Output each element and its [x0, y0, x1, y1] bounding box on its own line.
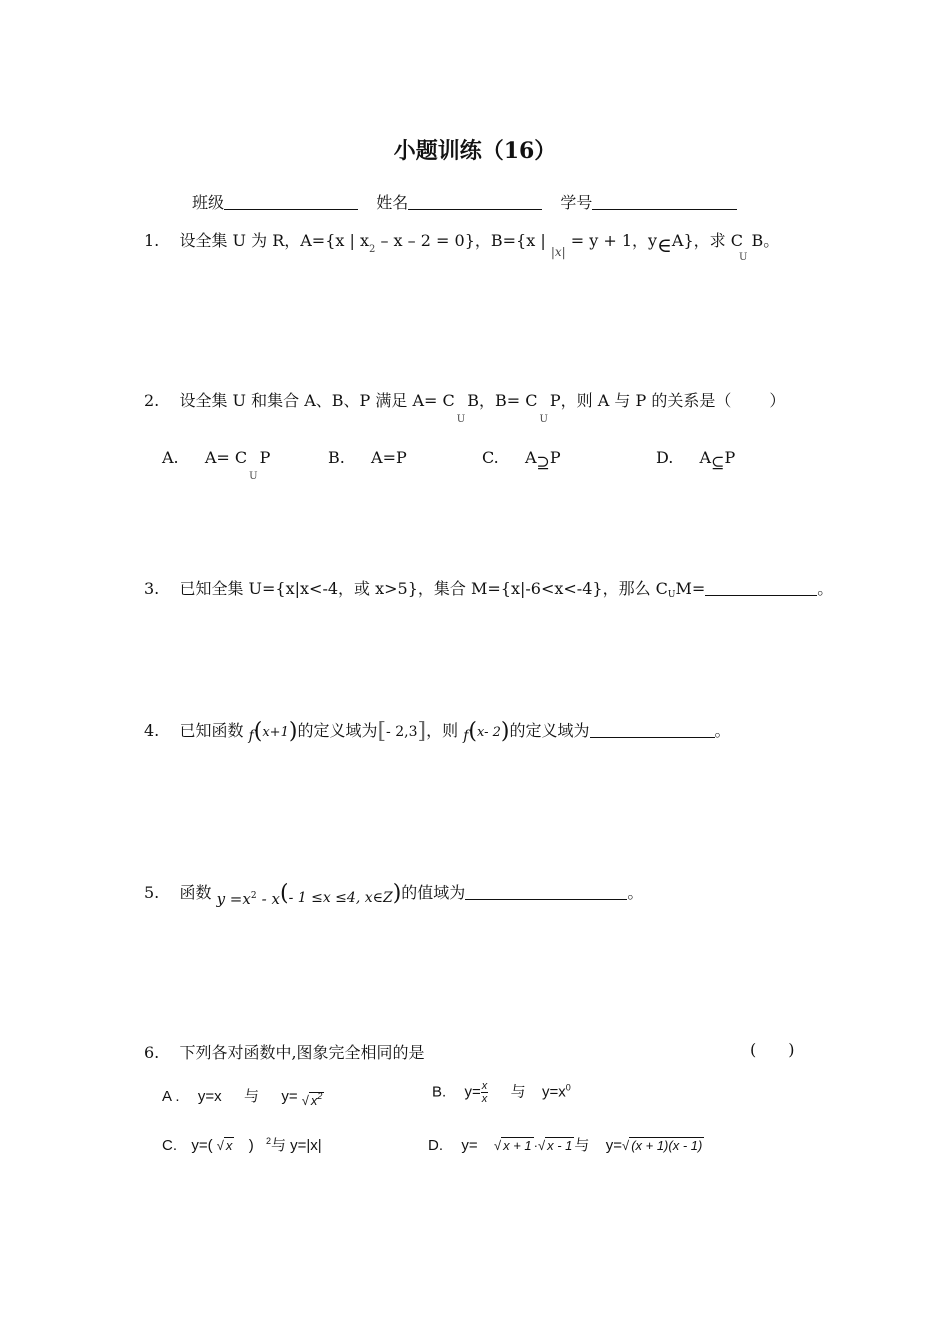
option-text: y= [464, 1083, 481, 1101]
option-text: y= [461, 1137, 478, 1154]
option-label: B. [432, 1083, 447, 1101]
complement-subscript: U [249, 471, 258, 482]
q5-expr-1: y =x [216, 890, 251, 908]
denominator: x [481, 1093, 488, 1105]
option-label: B. [328, 448, 345, 467]
class-label: 班级 [192, 193, 225, 212]
q1-abs-x: |x| [550, 245, 566, 259]
paren-right: ) [788, 1040, 795, 1059]
q1-text-3: = y + 1，y [570, 231, 658, 250]
q4-func-f: f [248, 728, 254, 744]
q4-text-4: 的定义域为 [509, 721, 590, 740]
q6-option-c[interactable] [162, 1134, 322, 1155]
q4-func-f: f [463, 728, 469, 744]
question-number: 1. [144, 231, 160, 250]
q2-option-c[interactable] [482, 448, 561, 472]
exponent: 0 [565, 1082, 571, 1093]
q6-text: 下列各对函数中,图象完全相同的是 [179, 1043, 425, 1062]
q4-arg-2: x- 2 [476, 725, 501, 740]
q6-option-b[interactable] [432, 1080, 571, 1105]
option-label: D. [656, 448, 674, 467]
complement-subscript: U [667, 590, 676, 600]
exponent: 2 [317, 1091, 323, 1101]
superset-symbol: ⊇ [536, 453, 550, 472]
subset-symbol: ⊆ [711, 453, 725, 472]
q1-text-1: 设全集 U 为 R，A={x | x [179, 231, 369, 250]
option-text: ) [248, 1137, 254, 1154]
complement-subscript: U [539, 414, 548, 425]
paren-left: ( [253, 719, 263, 744]
q4-end: 。 [714, 721, 731, 740]
question-number: 4. [144, 721, 160, 740]
question-5 [144, 880, 643, 908]
option-label: C. [162, 1137, 177, 1154]
q2-text-1: 设全集 U 和集合 A、B、P 满足 A= C [179, 391, 455, 410]
q5-text-1: 函数 [179, 883, 212, 902]
paren-left: ( [279, 881, 289, 906]
element-of-symbol: ∈ [657, 233, 672, 257]
question-number: 3. [144, 579, 160, 598]
q1-text-5: B。 [751, 231, 780, 250]
q6-option-d[interactable] [428, 1134, 704, 1155]
q5-condition: - 1 ≤x ≤4, x∈Z [288, 890, 393, 906]
id-blank[interactable] [592, 193, 737, 210]
sqrt-expression: √ x + 1 [493, 1138, 532, 1153]
option-text: A [699, 448, 712, 467]
question-6 [144, 1040, 425, 1063]
bracket-right: ] [417, 719, 427, 744]
option-text: A=P [371, 448, 407, 467]
q5-end: 。 [627, 883, 644, 902]
radicand: x [225, 1138, 233, 1153]
complement-subscript: U [456, 414, 466, 425]
q5-text-2: 的值域为 [401, 883, 466, 902]
question-3 [144, 576, 833, 600]
question-1 [144, 228, 779, 263]
q4-text-2: 的定义域为 [297, 721, 378, 740]
q5-answer-blank[interactable] [465, 883, 627, 900]
radicand: (x + 1)(x - 1) [631, 1138, 703, 1153]
id-label: 学号 [560, 193, 593, 212]
q3-text: 已知全集 U={x|x<-4，或 x>5}，集合 M={x|-6<x<-4}，那么 C [179, 579, 668, 598]
option-text: 与 [510, 1083, 526, 1101]
q2-option-b[interactable] [328, 448, 407, 467]
sqrt-expression: √ x [216, 1138, 233, 1153]
name-label: 姓名 [376, 193, 409, 212]
option-label: D. [428, 1137, 443, 1154]
question-4 [144, 718, 731, 744]
radicand: x [310, 1093, 318, 1108]
q2-option-a[interactable] [162, 448, 270, 482]
paren-right: ) [288, 719, 298, 744]
fraction [481, 1080, 489, 1105]
exponent: 2 [265, 1136, 271, 1146]
radicand: x - 1 [547, 1138, 573, 1153]
complement-subscript: U [739, 252, 748, 263]
q2-text-2: B，B= C [467, 391, 538, 410]
q5-expr-2: - x [261, 890, 280, 908]
numerator: x [481, 1080, 488, 1092]
question-2 [144, 388, 785, 425]
q3-tail: M= [675, 579, 706, 598]
option-text: P [724, 448, 736, 467]
option-label: A . [162, 1088, 180, 1105]
q4-answer-blank[interactable] [590, 721, 715, 738]
q1-text-4: A}，求 C [671, 231, 743, 250]
page-title: 小题训练（16） [393, 138, 557, 164]
paren-left: ( [468, 719, 477, 744]
option-text: y=x [542, 1083, 566, 1101]
option-text: y=( [191, 1137, 213, 1154]
option-label: A. [162, 448, 179, 467]
q2-text-3: P，则 A 与 P 的关系是（ [549, 391, 732, 410]
info-line [192, 190, 737, 213]
q1-text-2: – x – 2 = 0}，B={x | [380, 231, 546, 250]
sqrt-expression: √ x - 1 [537, 1138, 573, 1153]
option-text: y=x [197, 1088, 222, 1105]
option-text: y= [605, 1137, 623, 1154]
question-number: 5. [144, 883, 160, 902]
q4-arg-1: x+1 [262, 725, 289, 740]
q4-interval: - 2,3 [386, 724, 418, 740]
radicand: x + 1 [503, 1138, 532, 1153]
option-text: y= [281, 1088, 298, 1105]
option-text: A [524, 448, 537, 467]
option-text: 与 y=|x| [270, 1137, 322, 1154]
question-number: 2. [144, 391, 160, 410]
q4-text-1: 已知函数 [179, 721, 244, 740]
paren-right: ) [500, 719, 510, 744]
paren-right: ) [392, 881, 402, 906]
q4-text-3: ，则 [426, 721, 459, 740]
option-text: P [549, 448, 561, 467]
class-blank[interactable] [224, 193, 358, 210]
question-number: 6. [144, 1043, 160, 1062]
name-blank[interactable] [408, 193, 542, 210]
sqrt-expression: √ (x + 1)(x - 1) [622, 1138, 703, 1153]
bracket-left: [ [377, 719, 387, 744]
sqrt-expression: √ $x^2$ [301, 1091, 323, 1108]
paren-left: ( [750, 1040, 757, 1059]
q2-option-d[interactable] [656, 448, 735, 472]
q3-end: 。 [817, 579, 834, 598]
q5-exponent: 2 [250, 891, 257, 901]
q6-option-a[interactable] [162, 1085, 324, 1108]
q1-exponent: 2 [369, 244, 376, 255]
q2-text-4: ） [769, 391, 786, 410]
option-text: 与 [574, 1137, 590, 1154]
option-text: P [259, 448, 271, 467]
q6-answer-paren[interactable] [750, 1040, 795, 1059]
option-label: C. [482, 448, 499, 467]
multiply-dot: · [533, 1138, 538, 1153]
option-text: 与 [243, 1088, 259, 1105]
option-text: A= C [204, 448, 248, 467]
q3-answer-blank[interactable] [705, 579, 817, 596]
